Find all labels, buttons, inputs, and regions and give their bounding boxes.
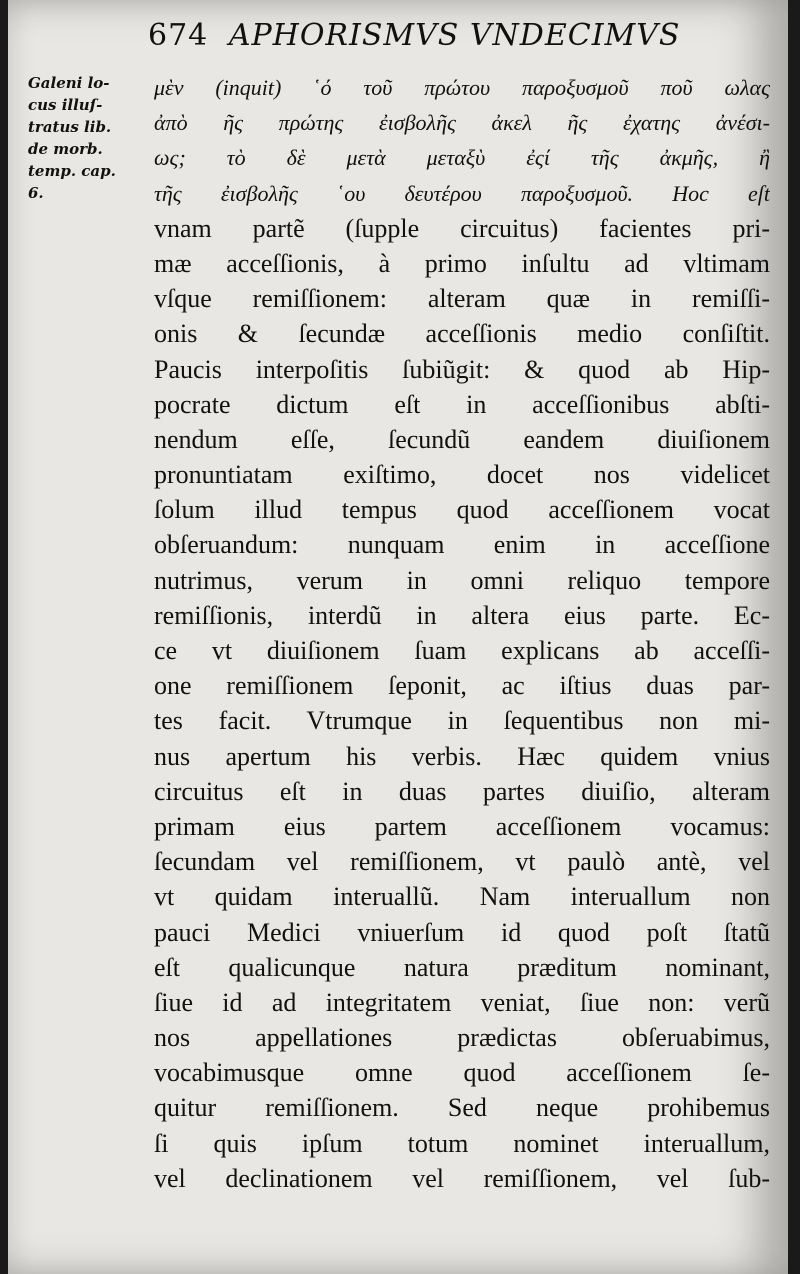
text-line: nos appellationes prædictas obſeruabimus, <box>154 1023 770 1053</box>
text-line: quitur remiſſionem. Sed neque prohibemus <box>154 1093 770 1123</box>
text-line: eſt qualicunque natura præditum nominant, <box>154 952 770 982</box>
text-line: pronuntiatam exiſtimo, docet nos videlicet <box>154 460 770 490</box>
text-line: circuitus eſt in duas partes diuiſio, alteram <box>154 776 770 806</box>
margin-note-line: cus illuſ- <box>28 96 103 114</box>
text-line: nus apertum his verbis. Hæc quidem vnius <box>154 741 770 771</box>
margin-note-line: Galeni lo- <box>28 74 110 92</box>
text-line: nutrimus, verum in omni reliquo tempore <box>154 565 770 595</box>
body-text <box>154 70 770 1196</box>
book-page <box>8 0 788 1274</box>
margin-note <box>28 72 146 204</box>
text-line: vt quidam interuallũ. Nam interuallum non <box>154 882 770 912</box>
text-line: vnam partẽ (ſupple circuitus) facientes pri- <box>154 213 770 243</box>
text-line: ſecundam vel remiſſionem, vt paulò antè, vel <box>154 847 770 877</box>
text-line: vſque remiſſionem: alteram quæ in remiſſi- <box>154 284 770 314</box>
text-line: ſiue id ad integritatem veniat, ſiue non: verũ <box>154 987 770 1017</box>
text-line: vel declinationem vel remiſſionem, vel ſub- <box>154 1163 770 1193</box>
text-line: nendum eſſe, ſecundũ eandem diuiſionem <box>154 424 770 454</box>
text-line: primam eius partem acceſſionem vocamus: <box>154 811 770 841</box>
text-line: tes facit. Vtrumque in ſequentibus non mi- <box>154 706 770 736</box>
text-line: mæ acceſſionis, à primo inſultu ad vltimam <box>154 248 770 278</box>
text-line: μὲν (inquit) ῾ό τοῦ πρώτου παροξυσμοῦ ποῦ ωλας <box>154 75 770 100</box>
text-line: obſeruandum: nunquam enim in acceſſione <box>154 530 770 560</box>
text-line: ἀπὸ ῆς πρώτης ἐισβολῆς ἀκελ ῆς ἐχατης ἀνέσι- <box>154 110 770 136</box>
text-line: τῆς ἐισβολῆς ῾ου δευτέρου παροξυσμοῦ. Hoc eſt <box>154 180 770 206</box>
text-line: remiſſionis, interdũ in altera eius parte. Ec- <box>154 600 770 630</box>
margin-note-line: 6. <box>28 184 44 202</box>
text-line: Paucis interpoſitis ſubiũgit: & quod ab Hip- <box>154 354 770 384</box>
text-line: ως; τὸ δὲ μετὰ μεταξὺ ἐςί τῆς ἀκμῆς, ἢ <box>154 145 770 171</box>
text-line: ſi quis ipſum totum nominet interuallum, <box>154 1128 770 1158</box>
text-line: one remiſſionem ſeponit, ac iſtius duas par- <box>154 671 770 701</box>
text-line: pauci Medici vniuerſum id quod poſt ſtatũ <box>154 917 770 947</box>
margin-note-line: tratus lib. <box>28 118 112 136</box>
text-line: ce vt diuiſionem ſuam explicans ab acceſſi- <box>154 636 770 665</box>
text-line: ſolum illud tempus quod acceſſionem vocat <box>154 495 770 525</box>
margin-note-line: temp. cap. <box>28 162 116 180</box>
text-line: pocrate dictum eſt in acceſſionibus abſti- <box>154 389 770 419</box>
text-line: onis & ſecundæ acceſſionis medio conſiſtit. <box>154 319 770 349</box>
text-line: vocabimusque omne quod acceſſionem ſe- <box>154 1058 770 1088</box>
margin-note-line: de morb. <box>28 140 103 158</box>
page-number: 674 <box>148 18 209 53</box>
page-header <box>148 18 728 68</box>
running-title: APHORISMVS VNDECIMVS <box>228 18 681 53</box>
